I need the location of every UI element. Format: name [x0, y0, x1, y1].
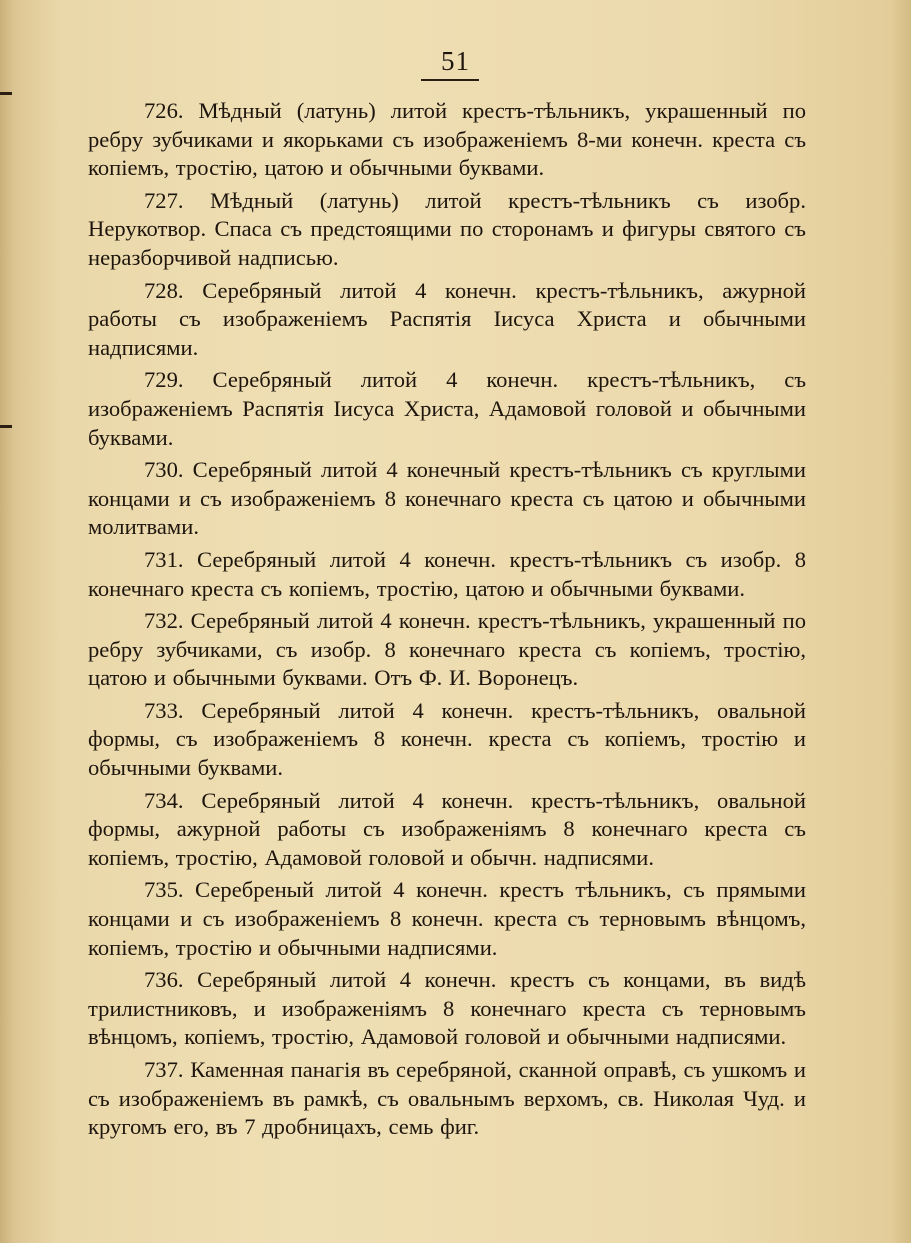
catalogue-entry-729: 729. Серебряный литой 4 конечн. крестъ-тѣльникъ, съ изображеніемъ Распятія Іисуса Христа, Адамовой головой и обычными буквами. [88, 367, 806, 450]
catalogue-entry-731: 731. Серебряный литой 4 конечн. крестъ-тѣльникъ съ изобр. 8 конечнаго креста съ копіемъ, тростію, цатою и обычными буквами. [88, 546, 806, 601]
margin-mark [0, 92, 12, 95]
catalogue-entry-730: 730. Серебряный литой 4 конечный крестъ-тѣльникъ съ круглыми концами и съ изображеніемъ 8 конечнаго креста съ цатою и обычными молитвами. [88, 457, 806, 540]
catalogue-entry-727: 727. Мѣдный (латунь) литой крестъ-тѣльникъ съ изобр. Нерукотвор. Спаса съ предстоящими по сторонамъ и фигуры святого съ неразборчивой надписью. [88, 187, 806, 270]
catalogue-entry-735: 735. Серебреный литой 4 конечн. крестъ тѣльникъ, съ прямыми концами и съ изображеніемъ 8 конечн. креста съ терновымъ вѣнцомъ, копіемъ, тростію и обычными надписями. [88, 877, 806, 960]
margin-mark [0, 425, 12, 428]
page-number: 51 [441, 46, 470, 76]
catalogue-entry-736: 736. Серебряный литой 4 конечн. крестъ съ концами, въ видѣ трилистниковъ, и изображеніямъ 8 конечнаго креста съ терновымъ вѣнцомъ, копіемъ, тростію, Адамовой головой и обычными надписями. [88, 967, 806, 1050]
catalogue-entry-726: 726. Мѣдный (латунь) литой крестъ-тѣльникъ, украшенный по ребру зубчиками и якорьками съ изображеніемъ 8-ми конечн. креста съ копіемъ, тростію, цатою и обычными буквами. [88, 98, 806, 181]
catalogue-entry-734: 734. Серебряный литой 4 конечн. крестъ-тѣльникъ, овальной формы, ажурной работы съ изображеніямъ 8 конечнаго креста съ копіемъ, тростію, Адамовой головой и обычн. надписями. [88, 787, 806, 870]
catalogue-entry-737: 737. Каменная панагія въ серебряной, сканной оправѣ, съ ушкомъ и съ изображеніемъ въ рамкѣ, съ овальнымъ верхомъ, св. Николая Чуд. и кругомъ его, въ 7 дробницахъ, семь фиг. [88, 1057, 806, 1140]
catalogue-entry-733: 733. Серебряный литой 4 конечн. крестъ-тѣльникъ, овальной формы, съ изображеніемъ 8 конечн. креста съ копіемъ, тростію и обычными буквами. [88, 697, 806, 781]
catalogue-entry-728: 728. Серебряный литой 4 конечн. крестъ-тѣльникъ, ажурной работы съ изображеніемъ Распятія Іисуса Христа и обычными надписями. [88, 277, 806, 360]
page-number-rule [421, 79, 479, 81]
catalogue-entries [88, 97, 806, 1146]
catalogue-entry-732: 732. Серебряный литой 4 конечн. крестъ-тѣльникъ, украшенный по ребру зубчиками, съ изобр. 8 конечнаго креста съ копіемъ, тростію, цатою и обычными буквами. Отъ Ф. И. Воронецъ. [88, 608, 806, 691]
